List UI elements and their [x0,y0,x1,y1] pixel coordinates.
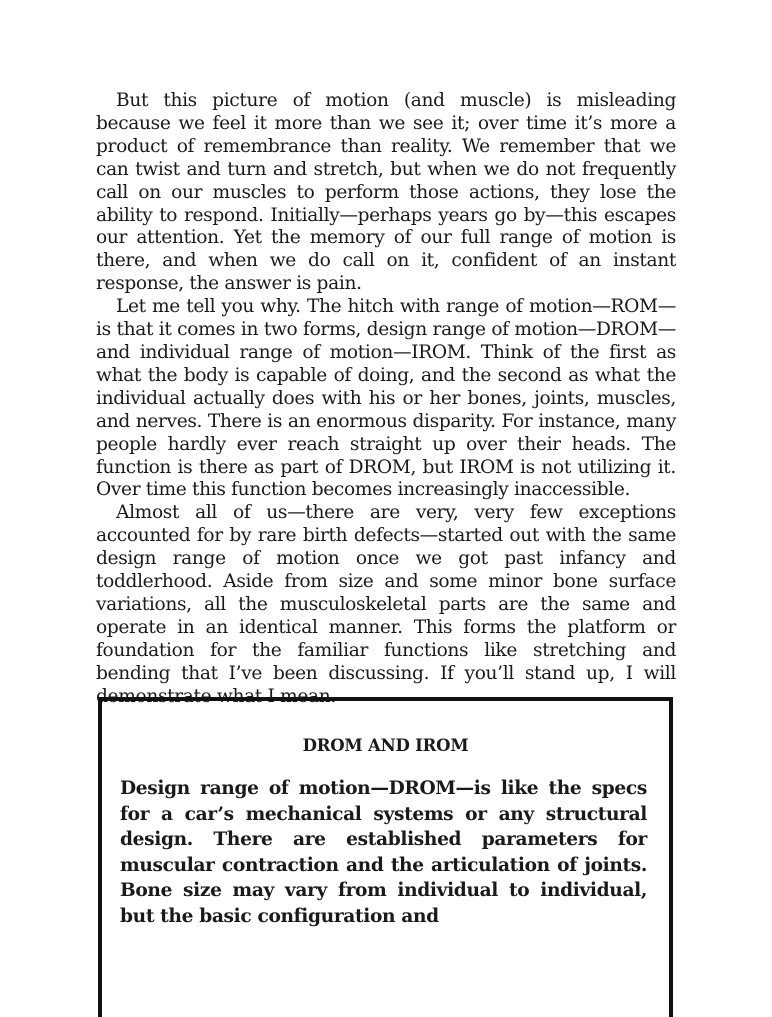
sidebar-body: Design range of motion—DROM—is like the specs for a car’s mechanical systems or any structural design. There are established parameters for muscular contraction and the articulation of joints. Bone size may vary from individual to individual, but the basic configuration and [120,778,647,927]
body-text [96,90,676,708]
sidebar-title: DROM AND IROM [302,736,469,755]
sidebar-box [98,697,673,1017]
paragraph-3: Almost all of us—there are very, very few exceptions accounted for by rare birth defects—started out with the same design range of motion once we got past infancy and toddlerhood. Aside from size and some minor bone surface variations, all the musculoskeletal parts are the same and operate in an identical manner. This forms the platform or foundation for the familiar functions like stretching and bending that I’ve been discussing. If you’ll stand up, I will demonstrate what I mean. [96,502,676,707]
paragraph-2: Let me tell you why. The hitch with range of motion—ROM—is that it comes in two forms, design range of motion—DROM—and individual range of motion—IROM. Think of the first as what the body is capable of doing, and the second as what the individual actually does with his or her bones, joints, muscles, and nerves. There is an enormous disparity. For instance, many people hardly ever reach straight up over their heads. The function is there as part of DROM, but IROM is not utilizing it. Over time this function becomes increasingly inaccessible. [96,296,676,501]
paragraph-1: But this picture of motion (and muscle) is misleading because we feel it more than we see it; over time it’s more a product of remembrance than reality. We remember that we can twist and turn and stretch, but when we do not frequently call on our muscles to perform those actions, they lose the ability to respond. Initially—perhaps years go by—this escapes our attention. Yet the memory of our full range of motion is there, and when we do call on it, confident of an instant response, the answer is pain. [96,90,676,295]
